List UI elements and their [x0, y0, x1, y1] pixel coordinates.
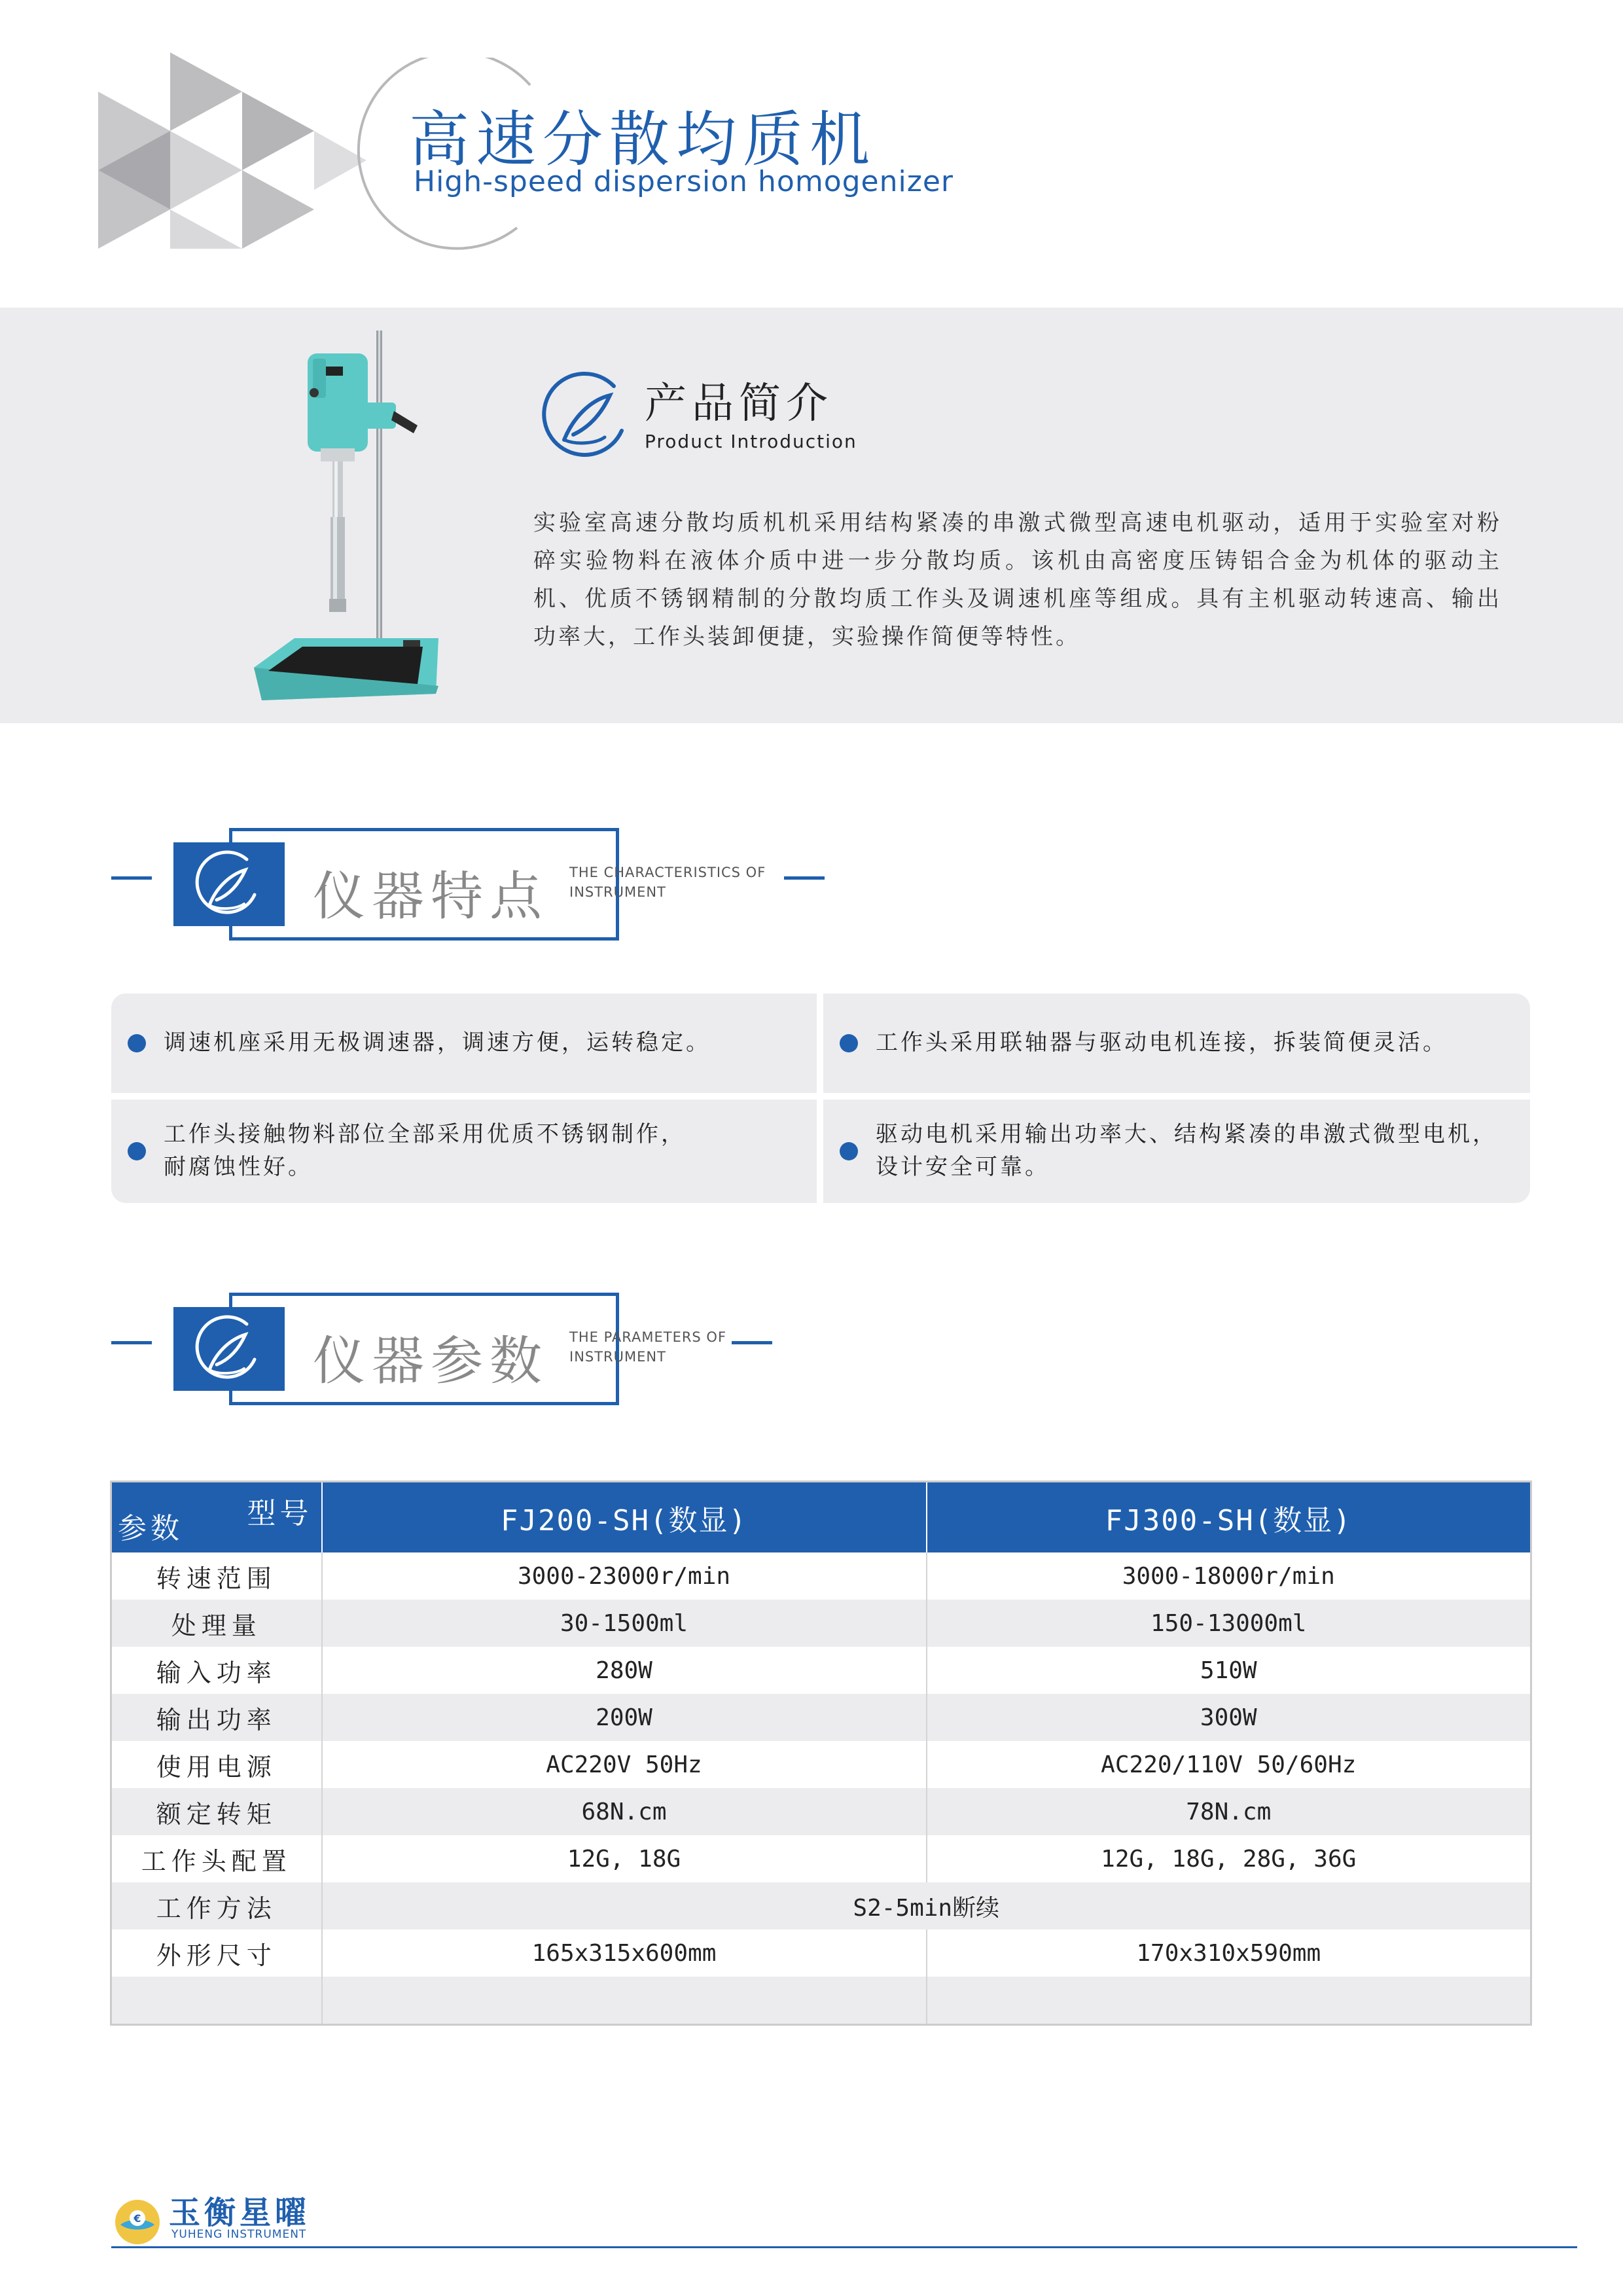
table-row — [111, 1600, 1531, 1647]
param-value-cell: 165x315x600mm — [322, 1929, 927, 1977]
features-heading-subtitle — [569, 863, 766, 902]
page-title: 高速分散均质机 — [409, 105, 877, 175]
param-value-cell: 150-13000ml — [927, 1600, 1531, 1647]
param-value-cell: 30-1500ml — [322, 1600, 927, 1647]
homogenizer-product-image — [242, 327, 452, 720]
table-row — [111, 1552, 1531, 1600]
param-name-cell: 输出功率 — [111, 1694, 322, 1741]
param-name-cell — [111, 1977, 322, 2025]
table-row — [111, 1835, 1531, 1882]
table-corner-header — [111, 1482, 322, 1553]
feature-item — [111, 994, 817, 1093]
feature-text: 调速机座采用无极调速器，调速方便，运转稳定。 — [164, 1030, 711, 1056]
feature-text-line: 工作头接触物料部位全部采用优质不锈钢制作， — [164, 1121, 686, 1147]
param-name-cell: 转速范围 — [111, 1552, 322, 1600]
table-row — [111, 1741, 1531, 1788]
feature-text-line: 驱动电机采用输出功率大、结构紧凑的串激式微型电机， — [876, 1121, 1497, 1147]
feather-pen-icon — [173, 842, 285, 926]
bullet-dot-icon — [840, 1142, 858, 1160]
params-heading-title: 仪器参数 — [313, 1331, 548, 1391]
heading-rule-right — [732, 1341, 772, 1344]
feature-text — [876, 1118, 1497, 1183]
corner-param-label: 参数 — [118, 1512, 183, 1545]
bullet-dot-icon — [128, 1034, 146, 1052]
param-value-cell: 3000-23000r/min — [322, 1552, 927, 1600]
brand-logo-icon — [111, 2196, 164, 2248]
param-value-cell: 510W — [927, 1647, 1531, 1694]
heading-rule-right — [784, 876, 825, 880]
corner-model-label: 型号 — [247, 1497, 313, 1530]
feature-text — [164, 1118, 686, 1183]
feather-pen-logo — [537, 367, 635, 465]
features-heading-subtitle-line1: THE CHARACTERISTICS OF — [569, 865, 766, 880]
table-row — [111, 1647, 1531, 1694]
features-section-heading — [0, 828, 851, 946]
feather-pen-icon — [173, 1307, 285, 1391]
param-value-cell: 12G, 18G, 28G, 36G — [927, 1835, 1531, 1882]
parameters-table — [110, 1480, 1532, 2026]
table-row — [111, 1929, 1531, 1977]
feature-text: 工作头采用联轴器与驱动电机连接，拆装简便灵活。 — [876, 1030, 1448, 1056]
heading-rule-left — [111, 876, 152, 880]
bullet-dot-icon — [840, 1034, 858, 1052]
param-value-cell: 3000-18000r/min — [927, 1552, 1531, 1600]
brand-name: 玉衡星曜 — [169, 2195, 311, 2231]
param-value-merged-cell: S2-5min断续 — [322, 1882, 1531, 1929]
brand-name-en: YUHENG INSTRUMENT — [171, 2228, 307, 2241]
params-heading-subtitle-line1: THE PARAMETERS OF — [569, 1329, 727, 1345]
param-name-cell: 工作头配置 — [111, 1835, 322, 1882]
param-value-cell — [927, 1977, 1531, 2025]
features-heading-subtitle-line2: INSTRUMENT — [569, 884, 666, 900]
intro-subtitle: Product Introduction — [645, 431, 857, 452]
param-value-cell: 280W — [322, 1647, 927, 1694]
bullet-dot-icon — [128, 1142, 146, 1160]
params-section-heading — [0, 1293, 851, 1410]
table-row — [111, 1977, 1531, 2025]
features-heading-title: 仪器特点 — [313, 866, 548, 927]
features-grid — [111, 994, 1530, 1203]
feature-text-line: 设计安全可靠。 — [876, 1154, 1050, 1180]
param-value-cell: 200W — [322, 1694, 927, 1741]
params-heading-subtitle — [569, 1327, 726, 1367]
param-value-cell: 78N.cm — [927, 1788, 1531, 1835]
param-value-cell: 12G, 18G — [322, 1835, 927, 1882]
model-header: FJ300-SH(数显) — [927, 1482, 1531, 1553]
param-value-cell: AC220/110V 50/60Hz — [927, 1741, 1531, 1788]
intro-paragraph: 实验室高速分散均质机机采用结构紧凑的串激式微型高速电机驱动，适用于实验室对粉碎实验物料在液体介质中进一步分散均质。该机由高密度压铸铝合金为机体的驱动主机、优质不锈钢精制的分散均质工作头及调速机座等组成。具有主机驱动转速高、输出功率大，工作头装卸便捷，实验操作简便等特性。 — [533, 510, 1502, 650]
param-name-cell: 额定转矩 — [111, 1788, 322, 1835]
table-header-row — [111, 1482, 1531, 1553]
heading-logo-box — [173, 1307, 285, 1391]
table-row — [111, 1788, 1531, 1835]
params-heading-subtitle-line2: INSTRUMENT — [569, 1349, 666, 1365]
svg-text:€: € — [134, 2212, 141, 2225]
table-row — [111, 1694, 1531, 1741]
param-value-cell: 300W — [927, 1694, 1531, 1741]
feature-item — [823, 1100, 1530, 1203]
footer-rule — [111, 2246, 1577, 2248]
param-name-cell: 使用电源 — [111, 1741, 322, 1788]
param-name-cell: 输入功率 — [111, 1647, 322, 1694]
param-value-cell: AC220V 50Hz — [322, 1741, 927, 1788]
table-row — [111, 1882, 1531, 1929]
heading-logo-box — [173, 842, 285, 926]
intro-title: 产品简介 — [645, 380, 833, 428]
heading-rule-left — [111, 1341, 152, 1344]
param-value-cell: 68N.cm — [322, 1788, 927, 1835]
param-name-cell: 外形尺寸 — [111, 1929, 322, 1977]
param-name-cell: 工作方法 — [111, 1882, 322, 1929]
param-value-cell — [322, 1977, 927, 2025]
feature-item — [823, 994, 1530, 1093]
feature-text-line: 耐腐蚀性好。 — [164, 1154, 313, 1180]
param-name-cell: 处理量 — [111, 1600, 322, 1647]
page-subtitle: High-speed dispersion homogenizer — [414, 165, 954, 198]
feature-item — [111, 1100, 817, 1203]
param-value-cell: 170x310x590mm — [927, 1929, 1531, 1977]
model-header: FJ200-SH(数显) — [322, 1482, 927, 1553]
